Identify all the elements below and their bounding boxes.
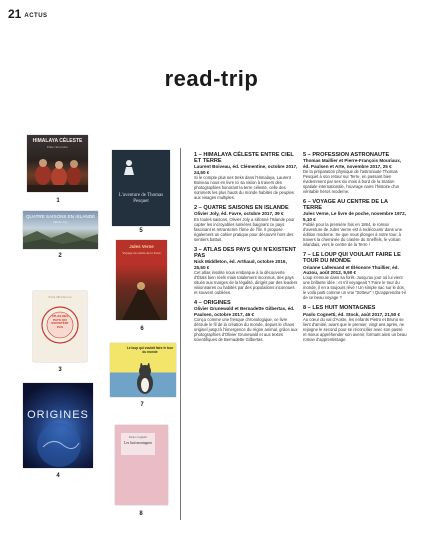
article — [194, 247, 298, 295]
article — [303, 252, 407, 300]
article-body: Si le compte plus ses treks dans l'Himalaya, Laurent Boiveau nous en livre ici sa vision à travers des photographies honorant la terre céleste, celle des sommets les plus hauts du monde habités de peuples aux visages multiples. — [194, 175, 294, 201]
cover-title: Les huit montagnes — [123, 441, 153, 445]
cover-voyage-centre-terre — [116, 240, 167, 320]
article-body: En toutes saisons, Olivier Joly a sillonné l'Islande pour capter les incroyables lumières baignant ce pays fascinant et retranscrire l'âme de l'île. Il propose également un cahier pratique pour découvrir hors des sentiers battus. — [194, 216, 295, 242]
article-meta: Olivier Joly, éd. Favre, octobre 2017, 39 € — [194, 211, 284, 217]
cover-himalaya-celeste — [27, 135, 88, 192]
article-body: De la préparation physique de l'astronaute Thomas Pesquet à son retour sur Terre, en passant bien évidemment par ses six mois à bord de la Station spatiale internationale, l'ouvrage narre l'histoire d'un véritable héros moderne. — [303, 169, 400, 195]
article-heading: 6 – VOYAGE AU CENTRE DE LA TERRE — [303, 199, 388, 212]
article-heading: 1 – HIMALAYA CÉLESTE ENTRE CIEL ET TERRE — [194, 152, 294, 165]
article-meta: Jules Verne, Le livre de poche, novembre 1972, 5,10 € — [303, 211, 406, 222]
cover-number: 2 — [58, 253, 62, 259]
article-meta: Nick Middleton, éd. Arthaud, octobre 2016, 25,50 € — [194, 259, 287, 270]
cover-subtitle: Entre ciel et terre — [47, 145, 68, 149]
article-body: Au cœur du val d'Aoste, les enfants Pietro et Bruno se lient d'amitié, avant que le premier, vingt ans après, ne rejoigne le second pour se réconcilier avec son passé et mieux appréhender son avenir, formant ainsi un beau roman d'apprentissage. — [303, 317, 407, 343]
monks-illustration — [27, 151, 88, 192]
article-body: Loup s'ennuie dans sa forêt. Jusqu'au jour où lui vient une brillante idée : et s'il voyageait ? Faire le tour du monde, il en a toujours rêvé ! Un simple sac sur le dos, le voilà parti comme un vrai "trotteur" ! Qu'apprendra-t-il de ce beau voyage ? — [303, 275, 407, 301]
article-meta: Orianne Lallemand et Éléonore Thuillier, éd. Auzou, août 2012, 9,90 € — [303, 264, 399, 276]
cover-le-loup — [110, 343, 176, 397]
article-meta: Laurent Boiveau, éd. Clémentine, octobre 2017, 24,50 € — [194, 164, 298, 175]
article-heading: 8 – LES HUIT MONTAGNES — [303, 305, 376, 312]
cover-number: 4 — [56, 473, 60, 479]
page-number: 21 — [8, 7, 22, 21]
earth-illustration — [35, 421, 83, 468]
article — [303, 199, 407, 247]
cover-number: 6 — [140, 326, 144, 332]
cover-huit-montagnes — [115, 425, 168, 505]
cover-quatre-saisons-islande — [23, 211, 98, 249]
article-body: Publié pour la première fois en 1864, le roman d'aventure de Jules Verne est à redécouvrir dans une édition moderne. Se que nous plonger à notre tour, à travers la cheminée du cratère du Sneffels, le volcan islandais, vers le centre de la Terre ! — [303, 222, 403, 248]
cover-origines — [23, 383, 93, 468]
cover-author: Olivier Joly — [53, 220, 68, 224]
cover-number: 8 — [139, 511, 143, 517]
articles-column-right — [303, 152, 407, 347]
article-meta: Olivier Grunewald et Bernadette Gilbertas, éd. Paulsen, octobre 2017, 46 € — [194, 306, 295, 317]
article — [303, 152, 407, 194]
column-divider — [180, 148, 181, 520]
article-heading: 7 – LE LOUP QUI VOULAIT FAIRE LE TOUR DU MONDE — [303, 252, 401, 265]
volcano-illustration — [116, 276, 167, 320]
cover-author: Nick Middleton — [48, 295, 72, 299]
article-meta: Thomas Maillier et Pierre-François Mouriaux, éd. Paulsen et Arte, novembre 2017, 25 € — [303, 158, 402, 169]
article — [194, 300, 298, 342]
article-body: Cet atlas insolite nous embarque à la découverte d'États bien réels mais totalement inconnus, des pays situés aux marges de la légalité, dirigés par des leaders visionnaires ou habités par des populations inconnues et souvent oubliées. — [194, 270, 298, 296]
article-meta: Paolo Cognetti, éd. Stock, août 2017, 21,50 € — [303, 311, 401, 317]
cover-number: 1 — [56, 198, 60, 204]
article-body: Conçu comme une fresque chronologique, ce livre déroule le fil de la création du monde, depuis le chaos originel jusqu'à l'émergence du règne animal, grâce aux photographies d'Olivier Grunewald et aux textes scientifiques de Bernadette Gilbertas. — [194, 317, 298, 343]
page-folio — [8, 7, 48, 21]
cover-author: Jules Verne — [129, 244, 154, 249]
wolf-illustration — [132, 363, 158, 395]
cover-title: L'aventure de Thomas Pesquet — [118, 193, 164, 204]
cover-number: 5 — [139, 228, 143, 234]
article-heading: 2 – QUATRE SAISONS EN ISLANDE — [194, 205, 289, 212]
cover-title: Le loup qui voulait faire le tour du monde — [126, 346, 174, 354]
article — [194, 152, 298, 200]
landscape-illustration — [23, 229, 98, 249]
page-title: read-trip — [164, 66, 259, 91]
cover-atlas-pays — [33, 291, 87, 362]
article-heading: 3 – ATLAS DES PAYS QUI N'EXISTENT PAS — [194, 246, 297, 260]
cover-title: ORIGINES — [27, 409, 89, 421]
cover-title: Voyage au centre de la Terre — [122, 251, 161, 255]
cover-title: QUATRE SAISONS EN ISLANDE — [25, 214, 96, 219]
article-heading: 4 – ORIGINES — [194, 300, 231, 307]
articles-column-left — [194, 152, 298, 347]
cover-number: 7 — [140, 402, 144, 408]
cover-profession-astronaute — [112, 150, 170, 226]
cover-number: 3 — [58, 367, 62, 373]
astronaut-icon — [121, 158, 137, 176]
cover-title: HIMALAYA CÉLESTE — [32, 138, 83, 144]
article-heading: 5 – PROFESSION ASTRONAUTE — [303, 152, 390, 158]
cover-title: ATLAS DES PAYS QUI N'EXISTENT PAS — [51, 314, 69, 329]
cover-author: Paolo Cognetti — [129, 435, 147, 439]
section-label: ACTUS — [24, 13, 48, 19]
article — [194, 205, 298, 242]
article — [303, 305, 407, 342]
